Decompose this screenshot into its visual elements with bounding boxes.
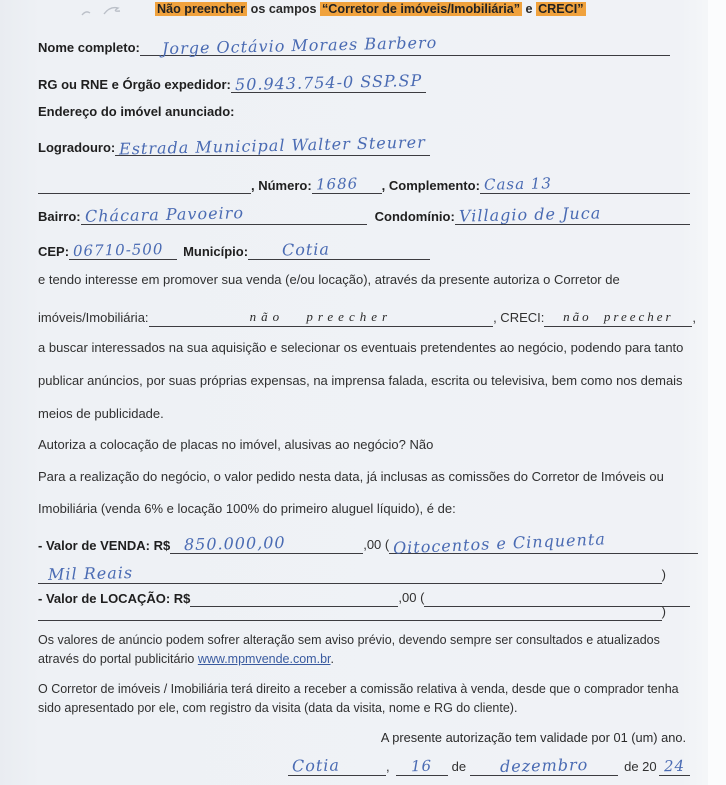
row-valor-locacao-2	[38, 603, 666, 621]
handwritten-month: dezembro	[499, 755, 589, 776]
handwritten-valor-venda: 850.000,00	[183, 532, 287, 555]
locacao-extenso-field-2	[38, 604, 662, 621]
municipio-field	[248, 241, 430, 260]
rg-label: RG ou RNE e Órgão expedidor:	[38, 77, 231, 93]
row-logradouro	[38, 128, 427, 159]
complemento-field	[480, 175, 690, 194]
row-broker-creci	[38, 305, 696, 327]
date-comma: ,	[386, 759, 390, 775]
nome-completo-label: Nome completo:	[38, 40, 140, 56]
venda-cents-open: ,00 (	[363, 537, 390, 553]
row-endereco-heading	[38, 102, 688, 120]
nome-completo-field	[140, 32, 670, 59]
broker-label: imóveis/Imobiliária:	[38, 310, 149, 326]
numero-field	[312, 175, 382, 194]
highlight-corretor: “Corretor de imóveis/Imobiliária”	[321, 2, 521, 16]
handwritten-cep: 06710-500	[72, 239, 164, 261]
paragraph-placas: Autoriza a colocação de placas no imóvel, alusivas ao negócio? Não	[38, 437, 434, 452]
scan-edge	[708, 0, 726, 785]
handwritten-day: 16	[410, 756, 433, 776]
handwritten-nome: Jorge Octávio Moraes Barbero	[161, 32, 438, 59]
paragraph-meios: meios de publicidade.	[38, 406, 164, 421]
typed-nao-preecher-broker: não preecher	[249, 309, 393, 324]
handwritten-city: Cotia	[291, 755, 341, 776]
footer-note-values-text: Os valores de anúncio podem sofrer alteração sem aviso prévio, devendo sempre ser consultados e atualizados através do portal publicitário	[38, 633, 660, 666]
pencil-scribble	[76, 2, 146, 24]
cep-field	[69, 241, 177, 260]
cep-label: CEP:	[38, 244, 70, 260]
highlight-nao-preencher: Não preencher	[157, 2, 246, 16]
row-valor-venda-2	[38, 558, 666, 584]
condominio-label: Condomínio:	[374, 209, 455, 225]
paragraph-intent: e tendo interesse em promover sua venda (e/ou locação), através da presente autoriza o Corretor de	[38, 272, 620, 287]
venda-close-paren: )	[661, 567, 666, 583]
paragraph-buscar: a buscar interessados na sua aquisição e selecionar os eventuais pretendentes ao negócio, podendo para tanto	[38, 340, 684, 355]
city-field	[288, 757, 386, 776]
handwritten-rg: 50.943.754-0 SSP.SP	[234, 70, 423, 95]
row-valor-venda	[38, 528, 698, 558]
handwritten-year: 24	[663, 756, 686, 776]
broker-line-comma: ,	[692, 310, 696, 326]
endereco-heading: Endereço do imóvel anunciado:	[38, 104, 235, 120]
month-field	[470, 757, 618, 776]
validity-statement: A presente autorização tem validade por 01 (um) ano.	[380, 730, 686, 745]
row-numero-complemento	[38, 170, 690, 194]
bairro-label: Bairro:	[38, 209, 81, 225]
handwritten-venda-extenso-1: Oitocentos e Cinquenta	[392, 529, 607, 558]
year-field	[659, 757, 690, 776]
portal-url-link: www.mpmvende.com.br	[197, 651, 331, 666]
row-cep-municipio	[38, 236, 430, 260]
venda-extenso-field-1	[389, 529, 698, 558]
valor-locacao-label: - Valor de LOCAÇÃO: R$	[38, 591, 191, 607]
row-rg	[38, 69, 423, 95]
venda-extenso-field-2	[38, 565, 662, 584]
creci-label: , CRECI:	[493, 310, 545, 326]
row-bairro-condominio	[38, 201, 690, 225]
paragraph-valor-pedido: Para a realização do negócio, o valor pedido nesta data, já inclusas as comissões do Corretor de Imóveis ou	[38, 469, 664, 484]
highlight-creci: CRECI”	[538, 2, 584, 16]
logradouro-label: Logradouro:	[38, 140, 116, 156]
handwritten-bairro: Chácara Pavoeiro	[84, 203, 244, 226]
footer-note-values	[38, 631, 690, 669]
locacao-cents-open: ,00 (	[398, 590, 425, 606]
typed-nao-preecher-creci: não preecher	[563, 309, 674, 324]
broker-field	[149, 308, 494, 327]
handwritten-complemento: Casa 13	[483, 174, 553, 194]
footer-note-values-period: .	[330, 651, 334, 666]
condominio-field	[455, 203, 690, 226]
handwritten-logradouro: Estrada Municipal Walter Steurer	[119, 132, 427, 159]
date-de-1: de	[451, 759, 467, 775]
logradouro-continuation-field	[38, 177, 251, 194]
rg-field	[231, 70, 426, 95]
footer-note-commission: O Corretor de imóveis / Imobiliária terá direito a receber a comissão relativa à venda, desde que o comprador tenha sido apresentado por ele, com registro da visita (data da visita, nome e RG do cliente).	[38, 682, 679, 715]
date-de-2: de 20	[624, 759, 657, 775]
day-field	[396, 757, 448, 776]
valor-venda-field	[170, 532, 363, 555]
paragraph-publicar: publicar anúncios, por suas próprias expensas, na imprensa falada, escrita ou televisiva, bem como nos demais	[38, 373, 683, 388]
locacao-close-paren: )	[661, 604, 666, 620]
logradouro-field	[115, 132, 430, 159]
row-city-date	[288, 750, 690, 776]
paragraph-comissao: Imobiliária (venda 6% e locação 100% do primeiro aluguel líquido), é de:	[38, 501, 456, 516]
complemento-label: , Complemento:	[381, 178, 480, 194]
handwritten-municipio: Cotia	[281, 239, 331, 260]
header-plain-1: os campos	[247, 2, 320, 16]
row-nome-completo	[38, 32, 670, 59]
handwritten-numero: 1686	[315, 174, 359, 194]
creci-field	[544, 308, 692, 327]
handwritten-condominio: Villagio de Juca	[458, 203, 602, 226]
handwritten-venda-extenso-2: Mil Reais	[47, 563, 134, 584]
header-plain-2: e	[522, 2, 537, 16]
form-header-note	[155, 2, 586, 16]
bairro-field	[81, 203, 367, 226]
valor-venda-label: - Valor de VENDA: R$	[38, 538, 171, 554]
municipio-label: Município:	[183, 244, 249, 260]
numero-label: , Número:	[251, 178, 312, 194]
